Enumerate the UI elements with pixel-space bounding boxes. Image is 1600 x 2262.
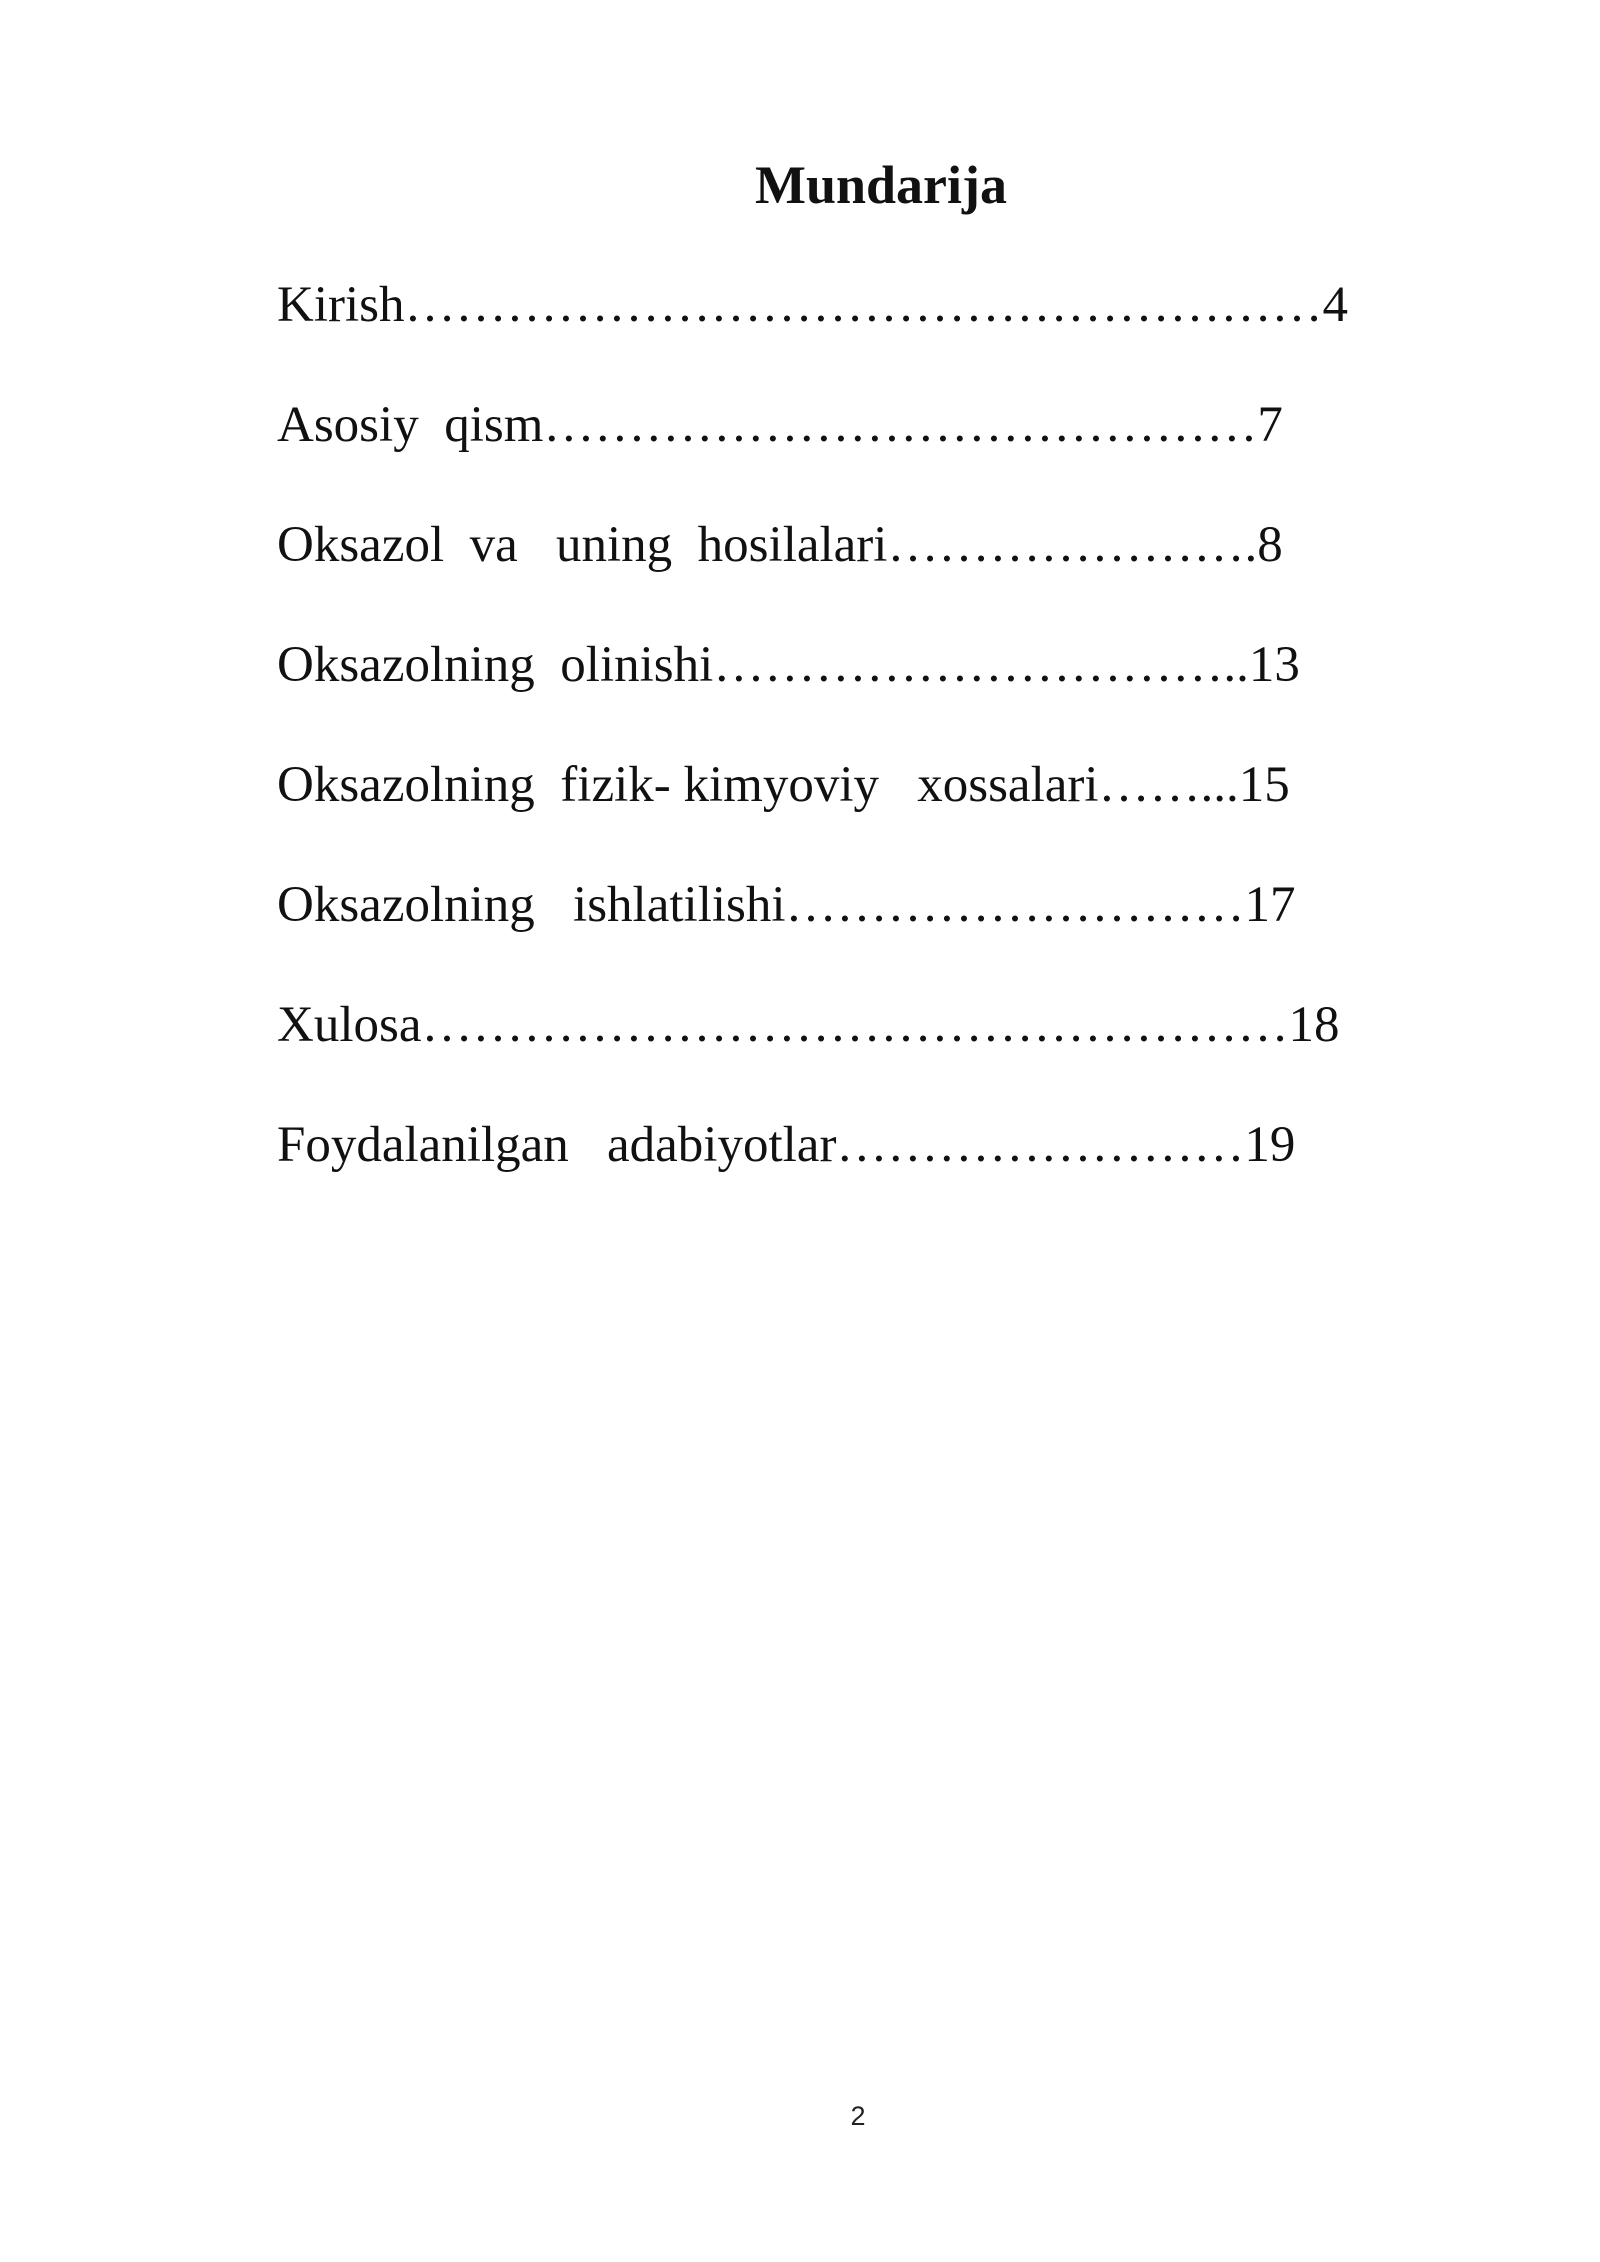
- toc-entry-xulosa: Xulosa……………………………………………18: [277, 997, 1340, 1053]
- toc-entry-kirish: Kirish………………………………………………4: [277, 277, 1348, 333]
- table-of-contents: [277, 270, 1355, 1230]
- toc-entry-fizik-kimyoviy-xossalari: Oksazolning fizik- kimyoviy xossalari……...15: [277, 757, 1290, 813]
- toc-entry-oksazol-hosilalari: Oksazol va uning hosilalari………………….8: [277, 517, 1283, 573]
- toc-entry-asosiy-qism: Asosiy qism……………………………………7: [277, 397, 1283, 453]
- toc-entry-olinishi: Oksazolning olinishi…………………………..13: [277, 637, 1300, 693]
- page-number: 2: [850, 2101, 866, 2131]
- toc-entry-foydalanilgan-adabiyotlar: Foydalanilgan adabiyotlar……………………19: [277, 1117, 1296, 1173]
- toc-entry-ishlatilishi: Oksazolning ishlatilishi………………………17: [277, 877, 1296, 933]
- page-title: Mundarija: [754, 155, 1008, 215]
